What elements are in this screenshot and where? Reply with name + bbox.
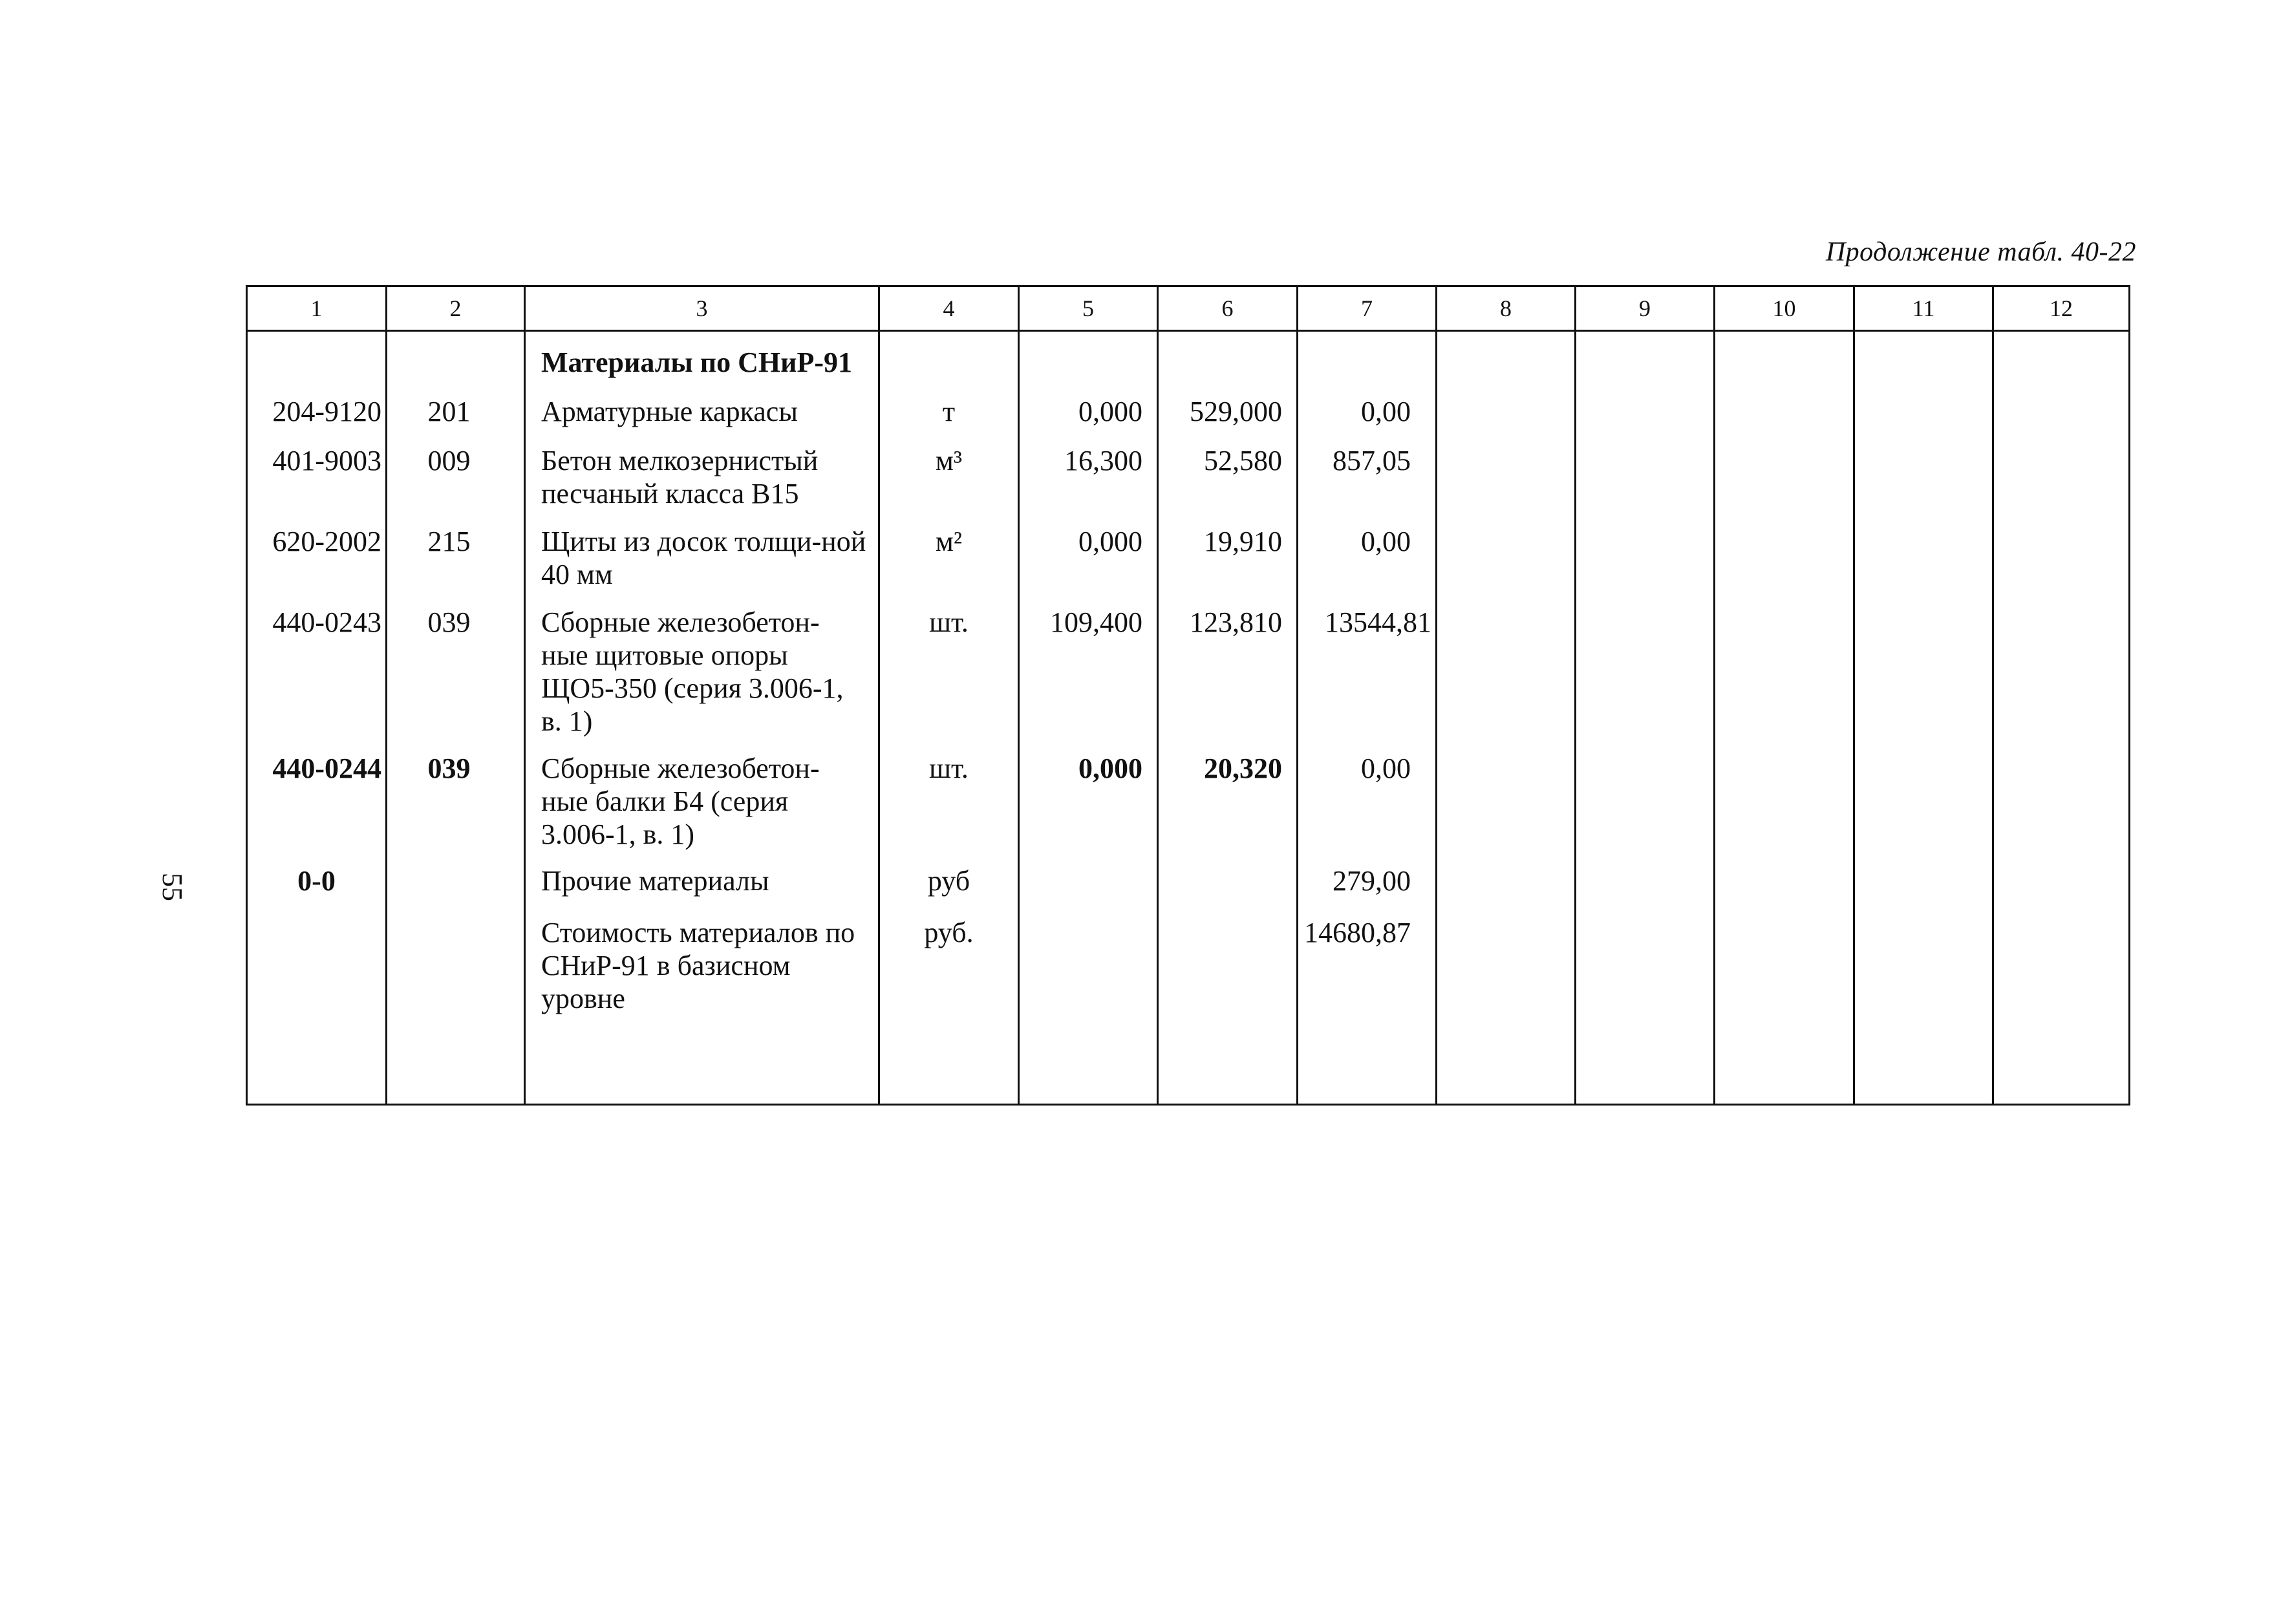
group-code [387,859,525,911]
table-row [247,390,2130,439]
table-row [247,601,2130,747]
unit-price [1158,859,1298,911]
column-header: 2 [387,286,525,331]
total-cost: 0,00 [1298,390,1437,439]
resource-code: 440-0244 [247,747,387,859]
unit-price [1158,911,1298,1105]
column-header: 7 [1298,286,1437,331]
resource-code: 440-0243 [247,601,387,747]
total-cost: 857,05 [1298,439,1437,520]
column-header: 8 [1437,286,1576,331]
group-code: 009 [387,439,525,520]
unit: руб [879,859,1019,911]
material-name: Арматурные каркасы [525,390,879,439]
section-title: Материалы по СНиР-91 [525,331,879,390]
table-row [247,911,2130,1105]
unit-price: 123,810 [1158,601,1298,747]
quantity: 0,000 [1019,390,1158,439]
table-row [247,859,2130,911]
quantity: 0,000 [1019,520,1158,601]
column-header: 10 [1715,286,1854,331]
resource-code: 0-0 [247,859,387,911]
column-header: 11 [1854,286,1993,331]
total-cost: 14680,87 [1298,911,1437,1105]
resource-code: 401-9003 [247,439,387,520]
table-row [247,520,2130,601]
resource-code: 204-9120 [247,390,387,439]
quantity: 16,300 [1019,439,1158,520]
total-cost: 0,00 [1298,747,1437,859]
column-number-row [247,286,2130,331]
section-header-row [247,331,2130,390]
resource-code: 620-2002 [247,520,387,601]
column-header: 6 [1158,286,1298,331]
total-cost: 0,00 [1298,520,1437,601]
unit: шт. [879,601,1019,747]
unit-price: 529,000 [1158,390,1298,439]
column-header: 1 [247,286,387,331]
unit: т [879,390,1019,439]
total-cost: 13544,81 [1298,601,1437,747]
page-number: 55 [156,873,188,901]
material-name: Щиты из досок толщи-ной 40 мм [525,520,879,601]
column-header: 3 [525,286,879,331]
group-code [387,911,525,1105]
material-name: Стоимость материалов по СНиР-91 в базисном уровне [525,911,879,1105]
column-header: 5 [1019,286,1158,331]
column-header: 9 [1576,286,1715,331]
unit: шт. [879,747,1019,859]
group-code: 215 [387,520,525,601]
quantity [1019,911,1158,1105]
quantity: 0,000 [1019,747,1158,859]
group-code: 039 [387,601,525,747]
unit-price: 20,320 [1158,747,1298,859]
unit-price: 19,910 [1158,520,1298,601]
group-code: 039 [387,747,525,859]
group-code: 201 [387,390,525,439]
table-row [247,439,2130,520]
table-continuation-caption: Продолжение табл. 40-22 [1825,237,2136,267]
unit: м² [879,520,1019,601]
material-name: Бетон мелкозернистый песчаный класса В15 [525,439,879,520]
unit-price: 52,580 [1158,439,1298,520]
total-cost: 279,00 [1298,859,1437,911]
quantity [1019,859,1158,911]
column-header: 4 [879,286,1019,331]
resource-code [247,911,387,1105]
quantity: 109,400 [1019,601,1158,747]
unit: руб. [879,911,1019,1105]
material-name: Прочие материалы [525,859,879,911]
material-name: Сборные железобетон-ные балки Б4 (серия 3.006-1, в. 1) [525,747,879,859]
materials-table [246,285,2130,1106]
material-name: Сборные железобетон-ные щитовые опоры ЩО5-350 (серия 3.006-1, в. 1) [525,601,879,747]
table-row [247,747,2130,859]
column-header: 12 [1993,286,2130,331]
unit: м³ [879,439,1019,520]
